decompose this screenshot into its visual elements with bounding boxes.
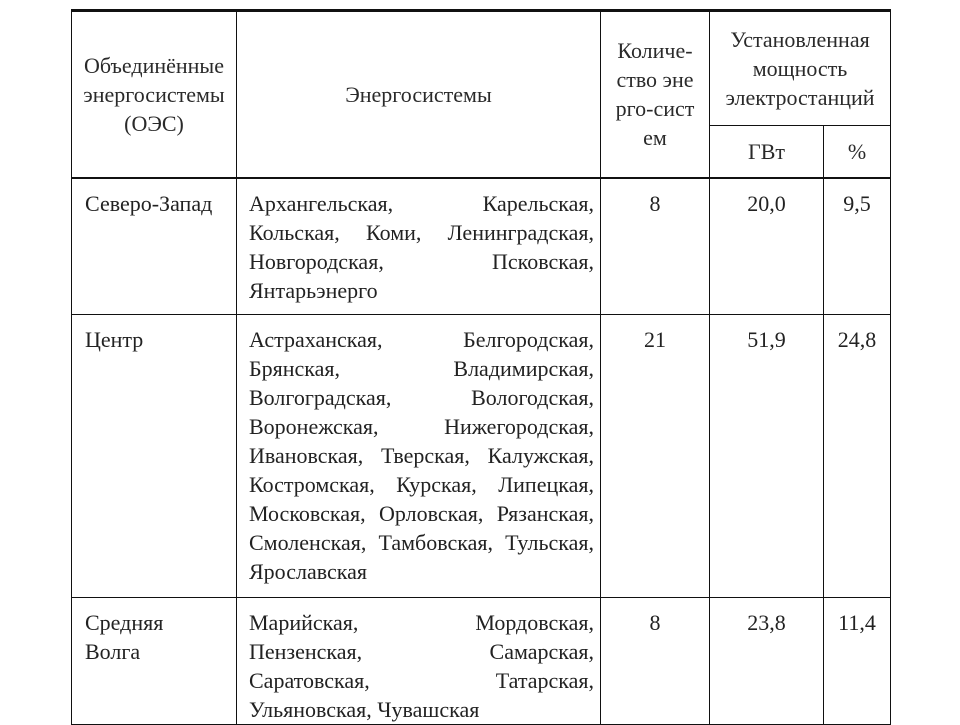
header-oes xyxy=(72,11,237,178)
cell-percent: 24,8 xyxy=(824,315,891,598)
cell-count: 8 xyxy=(601,178,710,315)
cell-percent: 9,5 xyxy=(824,178,891,315)
cell-oes: Центр xyxy=(72,315,237,598)
table-row xyxy=(72,315,891,598)
header-systems xyxy=(237,11,601,178)
cell-gw: 51,9 xyxy=(710,315,824,598)
header-count-label: Количе-ство энерго-систем xyxy=(615,38,695,151)
header-capacity xyxy=(710,11,891,126)
cell-count: 21 xyxy=(601,315,710,598)
header-gw xyxy=(710,126,824,178)
table-row xyxy=(72,598,891,725)
header-oes-label: Объединённые энергосистемы (ОЭС) xyxy=(83,52,225,136)
header-count xyxy=(601,11,710,178)
cell-oes: Северо-Запад xyxy=(72,178,237,315)
cell-systems: Архангельская, Карельская, Кольская, Коми, Ленинградская, Новгородская, Псковская, Янтарьэнерго xyxy=(237,178,601,315)
header-percent xyxy=(824,126,891,178)
cell-systems: Астраханская, Белгородская, Брянская, Владимирская, Волгоградская, Вологодская, Воронежская, Нижегородская, Ивановская, Тверская, Калужская, Костромская, Курская, Липецкая, Московская, Орловская, Рязанская, Смоленская, Тамбовская, Тульская, Ярославская xyxy=(237,315,601,598)
header-capacity-label: Установленная мощность электростанций xyxy=(725,27,875,110)
cell-gw: 23,8 xyxy=(710,598,824,725)
cell-percent: 11,4 xyxy=(824,598,891,725)
cell-count: 8 xyxy=(601,598,710,725)
header-row xyxy=(72,11,891,126)
header-systems-label: Энергосистемы xyxy=(345,81,492,107)
header-percent-label: % xyxy=(847,138,867,164)
cell-gw: 20,0 xyxy=(710,178,824,315)
header-gw-label: ГВт xyxy=(747,138,785,164)
energy-systems-table-container xyxy=(71,9,890,720)
cell-oes: Средняя Волга xyxy=(72,598,237,725)
cell-systems: Марийская, Мордовская, Пензенская, Самарская, Саратовская, Татарская, Ульяновская, Чувашская xyxy=(237,598,601,725)
energy-systems-table xyxy=(71,9,891,725)
table-row xyxy=(72,178,891,315)
